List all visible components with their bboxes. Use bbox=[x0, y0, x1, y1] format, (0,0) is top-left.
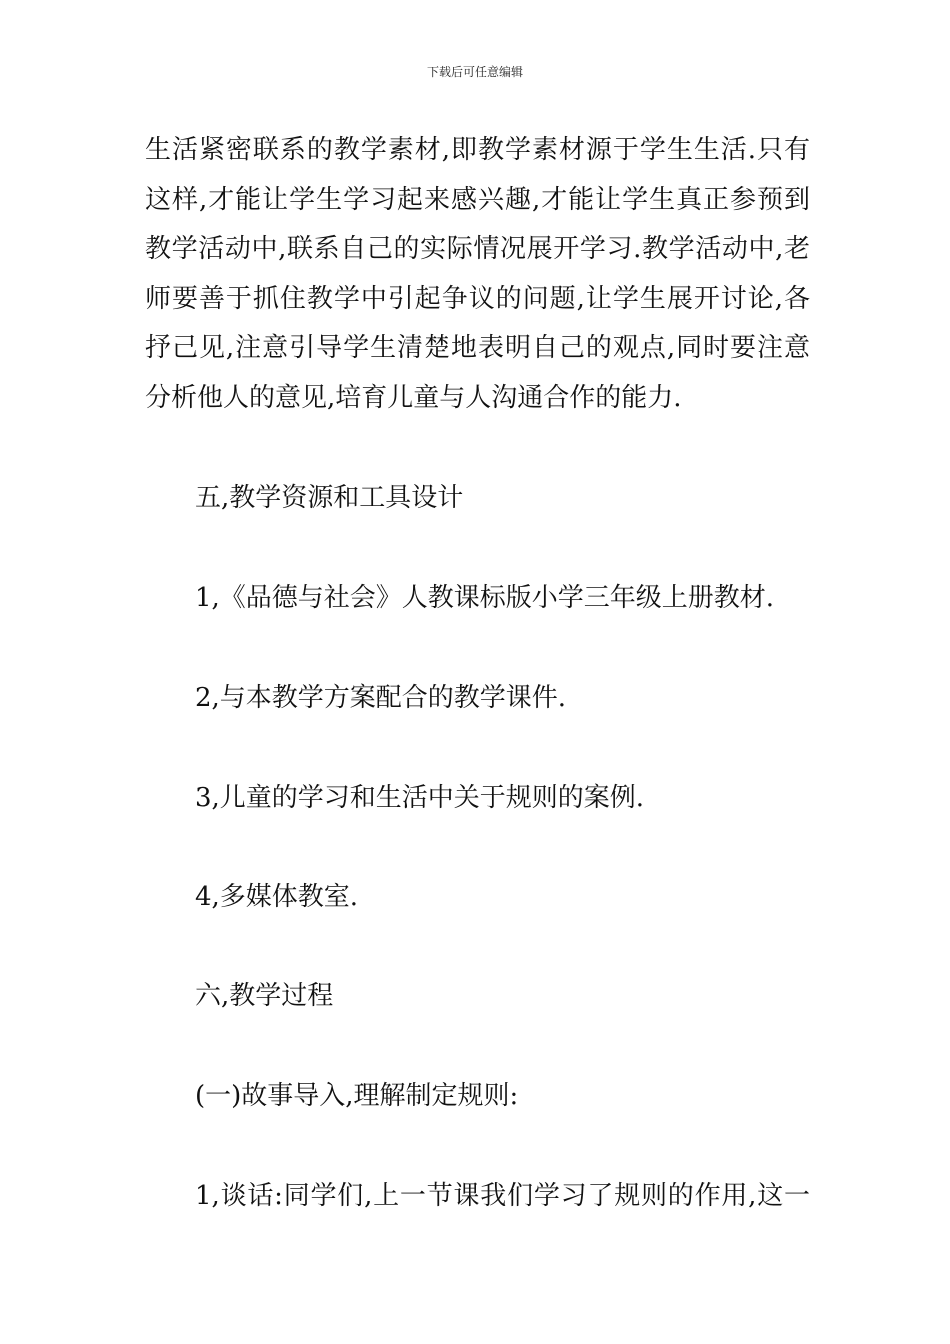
subsection-heading-1: (一)故事导入,理解制定规则: bbox=[195, 1081, 519, 1111]
paragraph-line: 教学活动中,联系自己的实际情况展开学习.教学活动中,老 bbox=[145, 234, 810, 264]
paragraph-line: 师要善于抓住教学中引起争议的问题,让学生展开讨论,各 bbox=[145, 283, 810, 314]
resource-item-2: 2,与本教学方案配合的教学课件. bbox=[195, 683, 567, 713]
paragraph-line: 抒己见,注意引导学生清楚地表明自己的观点,同时要注意 bbox=[145, 333, 810, 363]
paragraph-line: 分析他人的意见,培育儿童与人沟通合作的能力. bbox=[145, 382, 682, 413]
page-header: 下载后可任意编辑 bbox=[426, 65, 523, 79]
resource-item-3: 3,儿童的学习和生活中关于规则的案例. bbox=[195, 783, 645, 813]
section-heading-6: 六,教学过程 bbox=[195, 981, 334, 1011]
resource-item-1: 1,《品德与社会》人教课标版小学三年级上册教材. bbox=[195, 583, 775, 613]
process-step-1: 1,谈话:同学们,上一节课我们学习了规则的作用,这一 bbox=[195, 1181, 810, 1211]
resource-item-4: 4,多媒体教室. bbox=[195, 882, 359, 912]
body-paragraph bbox=[145, 126, 810, 423]
section-heading-5: 五,教学资源和工具设计 bbox=[195, 483, 464, 513]
paragraph-line: 生活紧密联系的教学素材,即教学素材源于学生生活.只有 bbox=[145, 135, 810, 165]
paragraph-line: 这样,才能让学生学习起来感兴趣,才能让学生真正参预到 bbox=[145, 184, 810, 215]
